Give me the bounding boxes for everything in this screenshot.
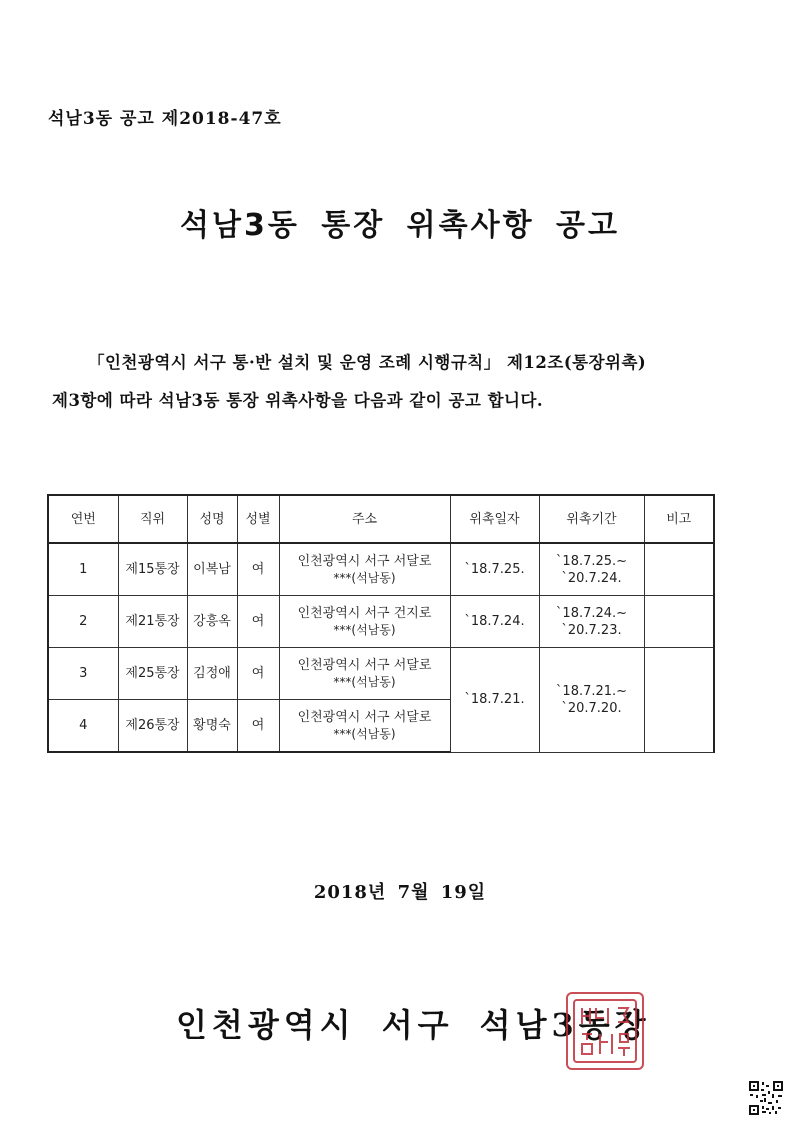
- table-row: [48, 596, 714, 648]
- official-seal-icon: [566, 992, 644, 1070]
- cell-position: 제21통장: [118, 596, 187, 648]
- qr-graphic: [748, 1080, 784, 1116]
- address-line-2: ***(석남동): [333, 570, 396, 585]
- period-end: `20.7.20.: [561, 700, 622, 716]
- cell-name: 김정애: [187, 648, 237, 700]
- address-line-1: 인천광역시 서구 건지로: [297, 605, 432, 621]
- cell-name: 강흥옥: [187, 596, 237, 648]
- header-address: 주소: [279, 495, 450, 543]
- period-end: `20.7.24.: [561, 570, 622, 586]
- header-date: 위촉일자: [450, 495, 539, 543]
- header-gender: 성별: [237, 495, 279, 543]
- address-line-2: ***(석남동): [333, 622, 396, 637]
- cell-gender: 여: [237, 700, 279, 753]
- cell-note: [644, 596, 714, 648]
- period-start: `18.7.25.~: [555, 553, 628, 569]
- cell-position: 제26통장: [118, 700, 187, 753]
- address-line-1: 인천광역시 서구 서달로: [297, 553, 432, 569]
- cell-gender: 여: [237, 596, 279, 648]
- period-start: `18.7.21.~: [555, 683, 628, 699]
- header-note: 비고: [644, 495, 714, 543]
- cell-gender: 여: [237, 543, 279, 596]
- period-start: `18.7.24.~: [555, 605, 628, 621]
- cell-no: 1: [48, 543, 118, 596]
- document-number: 석남3동 공고 제2018-47호: [48, 109, 282, 129]
- header-period: 위촉기간: [539, 495, 644, 543]
- cell-note: [644, 543, 714, 596]
- period-end: `20.7.23.: [561, 622, 622, 638]
- document-date: 2018년 7월 19일: [313, 882, 487, 903]
- cell-period: [539, 596, 644, 648]
- qr-code-icon: [748, 1080, 784, 1116]
- appointment-table: [47, 494, 715, 753]
- document-body: [52, 344, 752, 420]
- address-line-2: ***(석남동): [333, 674, 396, 689]
- cell-period: [539, 648, 644, 753]
- cell-no: 3: [48, 648, 118, 700]
- cell-date: `18.7.24.: [450, 596, 539, 648]
- document-title: 석남3동 통장 위촉사항 공고: [180, 208, 620, 243]
- header-position: 직위: [118, 495, 187, 543]
- cell-period: [539, 543, 644, 596]
- table-row: [48, 648, 714, 700]
- address-line-2: ***(석남동): [333, 726, 396, 741]
- cell-name: 이복남: [187, 543, 237, 596]
- cell-name: 황명숙: [187, 700, 237, 753]
- table-row: [48, 543, 714, 596]
- cell-note: [644, 648, 714, 753]
- cell-date: `18.7.21.: [450, 648, 539, 753]
- body-line-1: 「인천광역시 서구 통·반 설치 및 운영 조례 시행규칙」 제12조(통장위촉): [88, 353, 647, 372]
- cell-no: 4: [48, 700, 118, 753]
- cell-address: [279, 700, 450, 753]
- body-line-2: 제3항에 따라 석남3동 통장 위촉사항을 다음과 같이 공고 합니다.: [52, 391, 544, 410]
- cell-position: 제25통장: [118, 648, 187, 700]
- cell-no: 2: [48, 596, 118, 648]
- cell-position: 제15통장: [118, 543, 187, 596]
- cell-date: `18.7.25.: [450, 543, 539, 596]
- header-name: 성명: [187, 495, 237, 543]
- cell-address: [279, 596, 450, 648]
- header-no: 연번: [48, 495, 118, 543]
- cell-address: [279, 648, 450, 700]
- address-line-1: 인천광역시 서구 서달로: [297, 709, 432, 725]
- address-line-1: 인천광역시 서구 서달로: [297, 657, 432, 673]
- cell-gender: 여: [237, 648, 279, 700]
- issuer-name: 인천광역시 서구 석남3동장: [176, 1006, 651, 1044]
- seal-graphic: [568, 994, 642, 1068]
- cell-address: [279, 543, 450, 596]
- table-header-row: [48, 495, 714, 543]
